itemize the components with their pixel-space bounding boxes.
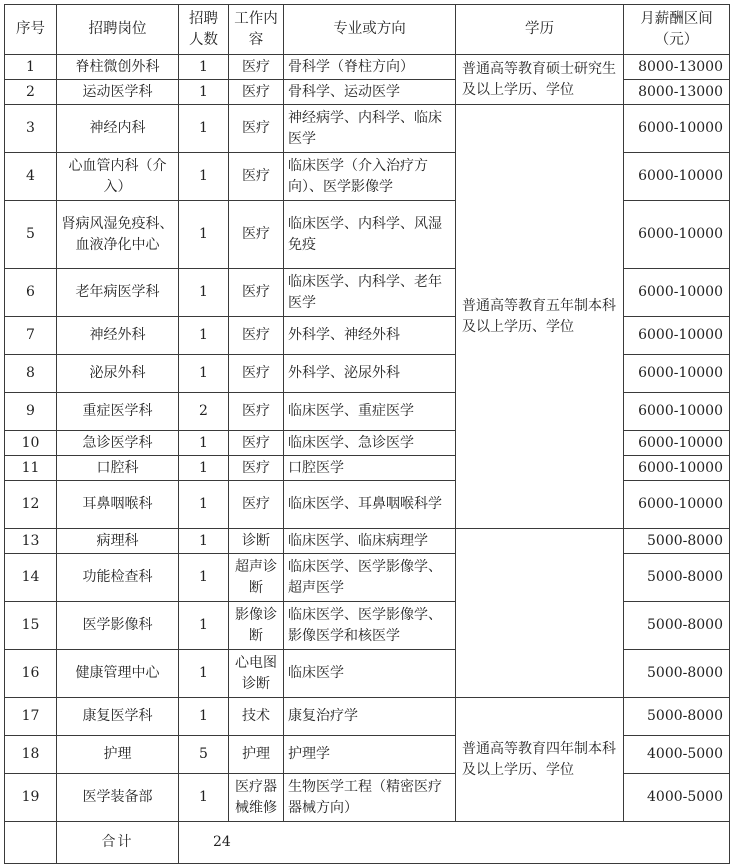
header-work: 工作内容	[229, 5, 284, 55]
row-position: 脊柱微创外科	[57, 55, 179, 80]
row-major: 临床医学、重症医学	[284, 393, 456, 431]
row-work: 医疗	[229, 55, 284, 80]
row-count: 1	[179, 55, 229, 80]
table-row	[5, 55, 730, 80]
row-index: 17	[5, 698, 57, 736]
row-salary: 6000-10000	[624, 456, 730, 481]
row-salary: 6000-10000	[624, 393, 730, 431]
row-position: 运动医学科	[57, 80, 179, 105]
row-count: 1	[179, 698, 229, 736]
row-index: 2	[5, 80, 57, 105]
row-major: 外科学、泌尿外科	[284, 355, 456, 393]
row-salary: 5000-8000	[624, 650, 730, 698]
row-work: 医疗	[229, 153, 284, 201]
row-salary: 6000-10000	[624, 355, 730, 393]
row-index: 14	[5, 554, 57, 602]
row-salary: 5000-8000	[624, 602, 730, 650]
row-major: 临床医学、耳鼻咽喉科学	[284, 481, 456, 529]
row-index: 6	[5, 269, 57, 317]
row-major: 临床医学、内科学、老年医学	[284, 269, 456, 317]
row-major: 口腔医学	[284, 456, 456, 481]
row-index: 9	[5, 393, 57, 431]
row-work: 护理	[229, 736, 284, 774]
recruitment-table	[4, 4, 730, 864]
row-index: 18	[5, 736, 57, 774]
row-position: 健康管理中心	[57, 650, 179, 698]
row-count: 1	[179, 456, 229, 481]
row-count: 1	[179, 105, 229, 153]
row-count: 1	[179, 481, 229, 529]
row-position: 病理科	[57, 529, 179, 554]
row-salary: 4000-5000	[624, 774, 730, 822]
row-salary: 5000-8000	[624, 554, 730, 602]
row-major: 神经病学、内科学、临床医学	[284, 105, 456, 153]
row-count: 1	[179, 355, 229, 393]
row-position: 康复医学科	[57, 698, 179, 736]
education-five-year: 普通高等教育五年制本科及以上学历、学位	[456, 105, 624, 529]
row-count: 1	[179, 774, 229, 822]
row-work: 医疗	[229, 431, 284, 456]
row-work: 心电图诊断	[229, 650, 284, 698]
header-education: 学历	[456, 5, 624, 55]
total-row	[5, 822, 730, 864]
table-row	[5, 105, 730, 153]
row-position: 口腔科	[57, 456, 179, 481]
row-salary: 5000-8000	[624, 529, 730, 554]
row-work: 医疗	[229, 105, 284, 153]
row-count: 1	[179, 269, 229, 317]
total-index-empty	[5, 822, 57, 864]
row-position: 神经外科	[57, 317, 179, 355]
row-major: 骨科学、运动医学	[284, 80, 456, 105]
row-position: 老年病医学科	[57, 269, 179, 317]
row-major: 护理学	[284, 736, 456, 774]
row-work: 医疗	[229, 393, 284, 431]
education-master: 普通高等教育硕士研究生及以上学历、学位	[456, 55, 624, 105]
row-salary: 6000-10000	[624, 269, 730, 317]
row-index: 11	[5, 456, 57, 481]
row-salary: 6000-10000	[624, 153, 730, 201]
row-index: 4	[5, 153, 57, 201]
row-salary: 6000-10000	[624, 317, 730, 355]
header-salary: 月薪酬区间（元）	[624, 5, 730, 55]
row-work: 医疗	[229, 355, 284, 393]
row-index: 3	[5, 105, 57, 153]
row-position: 急诊医学科	[57, 431, 179, 456]
row-index: 15	[5, 602, 57, 650]
total-label: 合计	[57, 822, 179, 864]
row-major: 骨科学（脊柱方向）	[284, 55, 456, 80]
row-index: 5	[5, 201, 57, 269]
row-work: 诊断	[229, 529, 284, 554]
row-position: 耳鼻咽喉科	[57, 481, 179, 529]
row-work: 医疗	[229, 481, 284, 529]
row-major: 临床医学、急诊医学	[284, 431, 456, 456]
row-index: 8	[5, 355, 57, 393]
header-position: 招聘岗位	[57, 5, 179, 55]
row-major: 康复治疗学	[284, 698, 456, 736]
row-position: 护理	[57, 736, 179, 774]
row-count: 1	[179, 650, 229, 698]
row-major: 临床医学、医学影像学、超声医学	[284, 554, 456, 602]
row-position: 医学影像科	[57, 602, 179, 650]
row-count: 1	[179, 431, 229, 456]
row-position: 神经内科	[57, 105, 179, 153]
row-salary: 8000-13000	[624, 80, 730, 105]
row-major: 临床医学（介入治疗方向）、医学影像学	[284, 153, 456, 201]
row-index: 7	[5, 317, 57, 355]
row-salary: 6000-10000	[624, 431, 730, 456]
row-index: 16	[5, 650, 57, 698]
row-salary: 6000-10000	[624, 201, 730, 269]
row-position: 心血管内科（介入）	[57, 153, 179, 201]
row-count: 1	[179, 317, 229, 355]
row-position: 泌尿外科	[57, 355, 179, 393]
row-work: 医疗	[229, 201, 284, 269]
row-work: 医疗	[229, 456, 284, 481]
row-major: 临床医学	[284, 650, 456, 698]
row-major: 外科学、神经外科	[284, 317, 456, 355]
row-count: 1	[179, 529, 229, 554]
row-position: 功能检查科	[57, 554, 179, 602]
row-index: 10	[5, 431, 57, 456]
row-salary: 6000-10000	[624, 481, 730, 529]
header-row	[5, 5, 730, 55]
row-count: 1	[179, 554, 229, 602]
row-count: 5	[179, 736, 229, 774]
table-row	[5, 698, 730, 736]
row-count: 2	[179, 393, 229, 431]
row-work: 医疗	[229, 269, 284, 317]
row-salary: 8000-13000	[624, 55, 730, 80]
row-count: 1	[179, 602, 229, 650]
header-count: 招聘人数	[179, 5, 229, 55]
row-position: 医学装备部	[57, 774, 179, 822]
row-index: 13	[5, 529, 57, 554]
header-index: 序号	[5, 5, 57, 55]
education-four-year: 普通高等教育四年制本科及以上学历、学位	[456, 698, 624, 822]
row-work: 影像诊断	[229, 602, 284, 650]
row-major: 临床医学、内科学、风湿免疫	[284, 201, 456, 269]
row-position: 肾病风湿免疫科、血液净化中心	[57, 201, 179, 269]
row-work: 超声诊断	[229, 554, 284, 602]
row-major: 生物医学工程（精密医疗器械方向）	[284, 774, 456, 822]
header-major: 专业或方向	[284, 5, 456, 55]
education-empty	[456, 529, 624, 698]
row-salary: 4000-5000	[624, 736, 730, 774]
total-count: 24	[179, 822, 730, 864]
row-work: 医疗	[229, 317, 284, 355]
row-work: 技术	[229, 698, 284, 736]
row-major: 临床医学、临床病理学	[284, 529, 456, 554]
row-count: 1	[179, 153, 229, 201]
row-index: 1	[5, 55, 57, 80]
row-index: 19	[5, 774, 57, 822]
row-work: 医疗器械维修	[229, 774, 284, 822]
row-count: 1	[179, 80, 229, 105]
row-salary: 6000-10000	[624, 105, 730, 153]
row-work: 医疗	[229, 80, 284, 105]
row-count: 1	[179, 201, 229, 269]
row-major: 临床医学、医学影像学、影像医学和核医学	[284, 602, 456, 650]
table-row	[5, 529, 730, 554]
row-index: 12	[5, 481, 57, 529]
row-position: 重症医学科	[57, 393, 179, 431]
row-salary: 5000-8000	[624, 698, 730, 736]
